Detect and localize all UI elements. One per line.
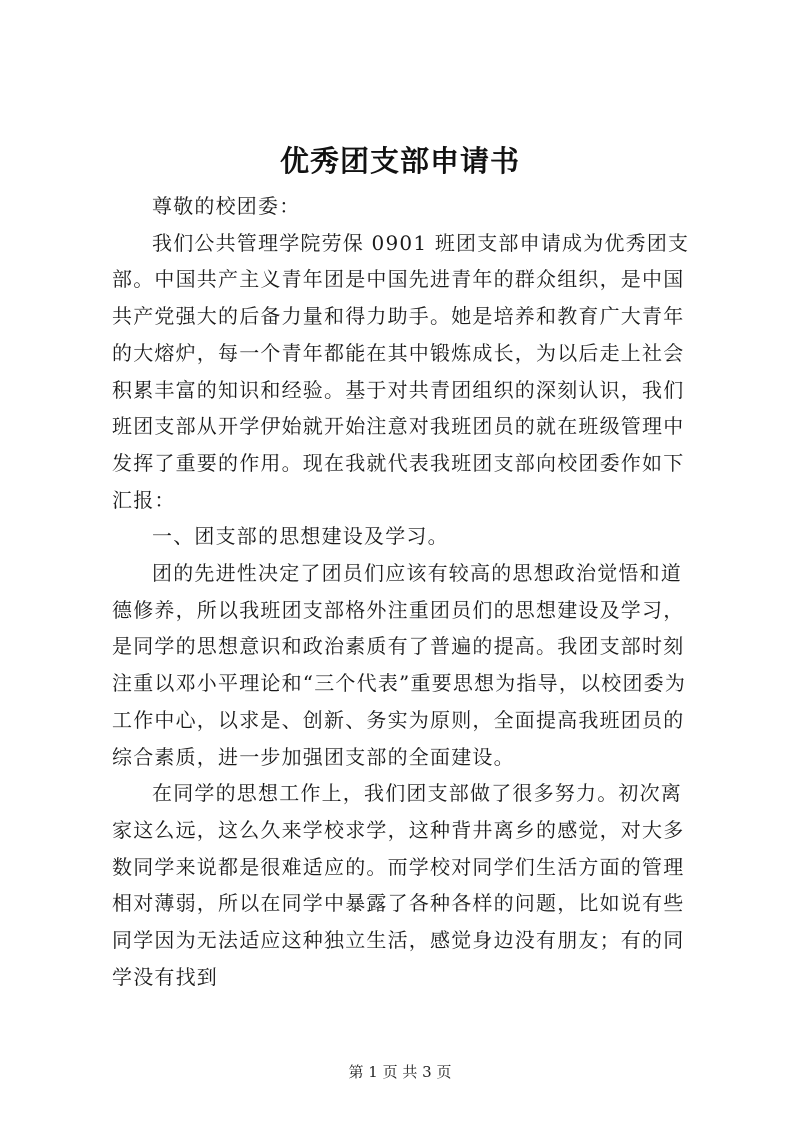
paragraph-ideology: 团的先进性决定了团员们应该有较高的思想政治觉悟和道德修养，所以我班团支部格外注重团员们的思想建设及学习，是同学的思想意识和政治素质有了普遍的提高。我团支部时刻注重以邓小平理论和“三个代表”重要思想为指导，以校团委为工作中心，以求是、创新、务实为原则，全面提高我班团员的综合素质，进一步加强团支部的全面建设。 — [112, 561, 687, 769]
paragraph-student-work: 在同学的思想工作上，我们团支部做了很多努力。初次离家这么远，这么久来学校求学，这种背井离乡的感觉，对大多数同学来说都是很难适应的。而学校对同学们生活方面的管理相对薄弱，所以在同学中暴露了各种各样的问题，比如说有些同学因为无法适应这种独立生活，感觉身边没有朋友；有的同学没有找到 — [112, 781, 685, 989]
salutation: 尊敬的校团委： — [152, 194, 301, 218]
paragraph-intro: 我们公共管理学院劳保 0901 班团支部申请成为优秀团支部。中国共产主义青年团是中国先进青年的群众组织，是中国共产党强大的后备力量和得力助手。她是培养和教育广大青年的大熔炉，每一个青年都能在其中锻炼成长，为以后走上社会积累丰富的知识和经验。基于对共青团组织的深刻认识，我们班团支部从开学伊始就开始注意对我班团员的就在班级管理中发挥了重要的作用。现在我就代表我班团支部向校团委作如下汇报： — [112, 230, 690, 512]
document-title: 优秀团支部申请书 — [279, 144, 520, 178]
document-body — [112, 188, 702, 995]
page-footer: 第 1 页 共 3 页 — [348, 1063, 452, 1081]
section-heading: 一、团支部的思想建设及学习。 — [152, 524, 449, 549]
